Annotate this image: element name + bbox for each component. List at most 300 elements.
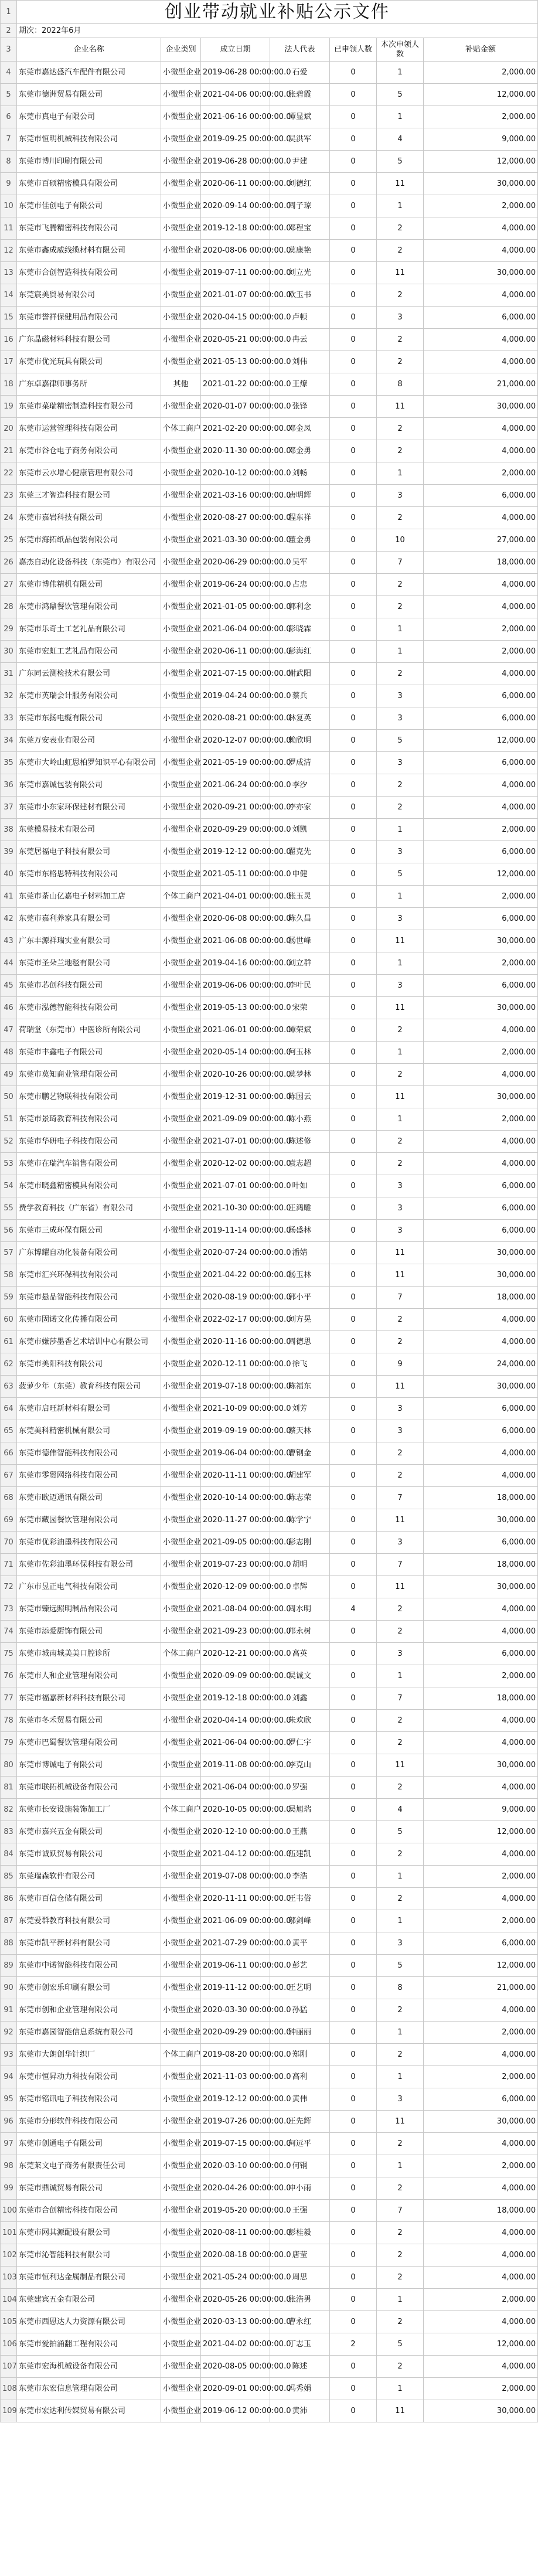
company-name: 东莞市臻远照明制品有限公司 [17, 1598, 161, 1621]
legal-representative: 邬剑峰 [270, 1910, 330, 1932]
table-row [1, 1955, 538, 1977]
table-row [1, 618, 538, 641]
subsidy-amount: 4,000.00 [424, 1019, 538, 1042]
company-name: 东莞市莫知商业管理有限公司 [17, 1064, 161, 1086]
legal-representative: 王燎 [270, 373, 330, 396]
previous-count: 0 [330, 2244, 377, 2267]
subsidy-amount: 30,000.00 [424, 997, 538, 1019]
company-type: 小微型企业 [161, 2222, 201, 2244]
company-name: 东莞市大朗创华针织厂 [17, 2044, 161, 2066]
current-count: 11 [377, 1754, 424, 1777]
legal-representative: 申健 [270, 863, 330, 886]
row-number: 87 [1, 1910, 17, 1932]
established-date: 2020-12-07 00:00:00.0 [201, 730, 270, 752]
company-name: 东莞市长安设施装饰加工厂 [17, 1799, 161, 1821]
company-type: 小微型企业 [161, 1376, 201, 1398]
previous-count: 0 [330, 62, 377, 84]
company-name: 嘉杰自动化设备科技（东莞市）有限公司 [17, 552, 161, 574]
previous-count: 0 [330, 106, 377, 128]
company-name: 东莞瑞森软件有限公司 [17, 1866, 161, 1888]
established-date: 2022-02-17 00:00:00.0 [201, 1309, 270, 1331]
current-count: 4 [377, 128, 424, 151]
current-count: 1 [377, 462, 424, 485]
company-type: 小微型企业 [161, 1331, 201, 1353]
subsidy-amount: 30,000.00 [424, 930, 538, 952]
legal-representative: 张锋 [270, 396, 330, 418]
subsidy-amount: 4,000.00 [424, 2311, 538, 2333]
established-date: 2020-03-30 00:00:00.0 [201, 1999, 270, 2022]
table-row [1, 1843, 538, 1866]
legal-representative: 王燕 [270, 1821, 330, 1843]
previous-count: 0 [330, 1821, 377, 1843]
table-row [1, 1197, 538, 1220]
row-number: 9 [1, 173, 17, 195]
company-name: 广东市昱正电气科技有限公司 [17, 1576, 161, 1598]
table-row [1, 2222, 538, 2244]
subsidy-amount: 18,000.00 [424, 1487, 538, 1509]
previous-count: 0 [330, 2378, 377, 2400]
company-type: 小微型企业 [161, 1732, 201, 1754]
current-count: 3 [377, 975, 424, 997]
company-type: 小微型企业 [161, 774, 201, 797]
table-row [1, 1264, 538, 1287]
previous-count: 0 [330, 1955, 377, 1977]
table-row [1, 284, 538, 307]
company-name: 东莞市恒昇动力科技有限公司 [17, 2066, 161, 2088]
previous-count: 0 [330, 1287, 377, 1309]
table-row [1, 1598, 538, 1621]
legal-representative: 董金勇 [270, 529, 330, 552]
previous-count: 0 [330, 2222, 377, 2244]
table-row [1, 2177, 538, 2200]
established-date: 2019-06-06 00:00:00.0 [201, 975, 270, 997]
established-date: 2020-11-27 00:00:00.0 [201, 1509, 270, 1532]
legal-representative: 杨玉林 [270, 1264, 330, 1287]
row-number: 36 [1, 774, 17, 797]
row-number: 95 [1, 2088, 17, 2111]
current-count: 5 [377, 1821, 424, 1843]
company-name: 东莞市网其源配设有限公司 [17, 2222, 161, 2244]
row-number: 106 [1, 2333, 17, 2356]
legal-representative: 袁志超 [270, 1153, 330, 1175]
company-type: 小微型企业 [161, 574, 201, 596]
legal-representative: 陈学宁 [270, 1509, 330, 1532]
table-row [1, 2267, 538, 2289]
company-type: 个体工商户 [161, 2044, 201, 2066]
current-count: 2 [377, 329, 424, 351]
legal-representative: 李亦家 [270, 797, 330, 819]
current-count: 1 [377, 106, 424, 128]
established-date: 2020-11-11 00:00:00.0 [201, 1465, 270, 1487]
subsidy-amount: 18,000.00 [424, 2200, 538, 2222]
current-count: 3 [377, 908, 424, 930]
established-date: 2019-06-28 00:00:00.0 [201, 62, 270, 84]
current-count: 2 [377, 1598, 424, 1621]
established-date: 2020-09-09 00:00:00.0 [201, 1665, 270, 1687]
established-date: 2021-07-01 00:00:00.0 [201, 1131, 270, 1153]
previous-count: 0 [330, 2111, 377, 2133]
legal-representative: 丁志玉 [270, 2333, 330, 2356]
row-number: 79 [1, 1732, 17, 1754]
current-count: 1 [377, 1910, 424, 1932]
company-type: 小微型企业 [161, 1821, 201, 1843]
table-row [1, 195, 538, 217]
current-count: 2 [377, 2244, 424, 2267]
legal-representative: 王强 [270, 2200, 330, 2222]
company-name: 东莞市嘉兴五金有限公司 [17, 1821, 161, 1843]
legal-representative: 黄平 [270, 1932, 330, 1955]
table-row [1, 1687, 538, 1710]
company-name: 东莞市沁智能科技有限公司 [17, 2244, 161, 2267]
company-name: 东莞市嘉达盛汽车配件有限公司 [17, 62, 161, 84]
table-row [1, 1621, 538, 1643]
row-number: 71 [1, 1554, 17, 1576]
table-row [1, 2133, 538, 2155]
company-name: 东莞市飞腾精密科技有限公司 [17, 217, 161, 240]
legal-representative: 彭海红 [270, 641, 330, 663]
company-type: 小微型企业 [161, 329, 201, 351]
subsidy-amount: 2,000.00 [424, 195, 538, 217]
company-type: 小微型企业 [161, 84, 201, 106]
table-row [1, 1064, 538, 1086]
legal-representative: 周子琼 [270, 195, 330, 217]
previous-count: 2 [330, 2333, 377, 2356]
table-row [1, 707, 538, 730]
legal-representative: 曹钢金 [270, 1442, 330, 1465]
established-date: 2019-11-12 00:00:00.0 [201, 1977, 270, 1999]
established-date: 2020-09-01 00:00:00.0 [201, 2378, 270, 2400]
subsidy-amount: 4,000.00 [424, 774, 538, 797]
previous-count: 0 [330, 1264, 377, 1287]
current-count: 2 [377, 797, 424, 819]
subsidy-amount: 4,000.00 [424, 1621, 538, 1643]
established-date: 2019-05-20 00:00:00.0 [201, 2200, 270, 2222]
legal-representative: 邓金凤 [270, 418, 330, 440]
subsidy-amount: 6,000.00 [424, 908, 538, 930]
row-number: 37 [1, 797, 17, 819]
company-name: 东莞市鼎诚贸易有限公司 [17, 2177, 161, 2200]
legal-representative: 胡明 [270, 1554, 330, 1576]
subsidy-amount: 2,000.00 [424, 618, 538, 641]
company-type: 小微型企业 [161, 1175, 201, 1197]
table-row [1, 1509, 538, 1532]
established-date: 2021-09-23 00:00:00.0 [201, 1621, 270, 1643]
company-name: 东莞市东宏信息管理有限公司 [17, 2378, 161, 2400]
subsidy-amount: 30,000.00 [424, 1754, 538, 1777]
row-number: 31 [1, 663, 17, 685]
company-name: 东莞市嘉诚包装有限公司 [17, 774, 161, 797]
established-date: 2019-09-25 00:00:00.0 [201, 128, 270, 151]
subsidy-amount: 30,000.00 [424, 2400, 538, 2422]
legal-representative: 尹建 [270, 151, 330, 173]
established-date: 2020-12-09 00:00:00.0 [201, 1576, 270, 1598]
row-number: 32 [1, 685, 17, 707]
current-count: 1 [377, 1108, 424, 1131]
company-name: 东莞市凯平新材料有限公司 [17, 1932, 161, 1955]
subsidy-amount: 4,000.00 [424, 1843, 538, 1866]
previous-count: 0 [330, 195, 377, 217]
current-count: 9 [377, 1353, 424, 1376]
company-type: 小微型企业 [161, 1131, 201, 1153]
table-row [1, 1754, 538, 1777]
legal-representative: 刘伟 [270, 351, 330, 373]
established-date: 2019-07-08 00:00:00.0 [201, 1866, 270, 1888]
company-name: 东莞市菜瑞精密制造科技有限公司 [17, 396, 161, 418]
table-row [1, 1732, 538, 1754]
previous-count: 0 [330, 707, 377, 730]
subsidy-amount: 2,000.00 [424, 106, 538, 128]
established-date: 2021-06-08 00:00:00.0 [201, 930, 270, 952]
previous-count: 0 [330, 151, 377, 173]
company-type: 小微型企业 [161, 1910, 201, 1932]
established-date: 2019-09-19 00:00:00.0 [201, 1420, 270, 1442]
legal-representative: 占忠 [270, 574, 330, 596]
current-count: 3 [377, 685, 424, 707]
established-date: 2020-06-08 00:00:00.0 [201, 908, 270, 930]
established-date: 2020-10-05 00:00:00.0 [201, 1799, 270, 1821]
company-type: 小微型企业 [161, 908, 201, 930]
company-name: 菠萝少年（东莞）教育科技有限公司 [17, 1376, 161, 1398]
company-type: 小微型企业 [161, 863, 201, 886]
current-count: 1 [377, 2066, 424, 2088]
row-number: 93 [1, 2044, 17, 2066]
table-row [1, 1175, 538, 1197]
current-count: 2 [377, 2267, 424, 2289]
company-name: 东莞市启旺新材料有限公司 [17, 1398, 161, 1420]
subsidy-amount: 12,000.00 [424, 2333, 538, 2356]
table-row [1, 1131, 538, 1153]
established-date: 2021-08-04 00:00:00.0 [201, 1598, 270, 1621]
table-row [1, 2244, 538, 2267]
established-date: 2020-05-26 00:00:00.0 [201, 2289, 270, 2311]
legal-representative: 王艺明 [270, 1977, 330, 1999]
current-count: 1 [377, 886, 424, 908]
row-number: 65 [1, 1420, 17, 1442]
established-date: 2020-09-29 00:00:00.0 [201, 2022, 270, 2044]
row-number: 74 [1, 1621, 17, 1643]
legal-representative: 刘方晃 [270, 1309, 330, 1331]
company-name: 东莞市海拓纸品包装有限公司 [17, 529, 161, 552]
previous-count: 0 [330, 1554, 377, 1576]
table-row [1, 1932, 538, 1955]
established-date: 2020-08-19 00:00:00.0 [201, 1287, 270, 1309]
company-name: 东莞市零贸网络科技有限公司 [17, 1465, 161, 1487]
legal-representative: 李汐 [270, 774, 330, 797]
subsidy-amount: 4,000.00 [424, 507, 538, 529]
company-name: 东莞市宏达利传媒贸易有限公司 [17, 2400, 161, 2422]
current-count: 2 [377, 507, 424, 529]
established-date: 2019-06-11 00:00:00.0 [201, 1955, 270, 1977]
row-number: 75 [1, 1643, 17, 1665]
subsidy-amount: 2,000.00 [424, 2289, 538, 2311]
company-name: 东莞市固诺文化传播有限公司 [17, 1309, 161, 1331]
current-count: 3 [377, 707, 424, 730]
subsidy-amount: 24,000.00 [424, 1353, 538, 1376]
previous-count: 0 [330, 1754, 377, 1777]
subsidy-amount: 4,000.00 [424, 1153, 538, 1175]
legal-representative: 刘凯 [270, 819, 330, 841]
legal-representative: 吴诚文 [270, 1665, 330, 1687]
legal-representative: 潘婧 [270, 1242, 330, 1264]
previous-count: 0 [330, 2088, 377, 2111]
company-name: 东莞市合创智造科技有限公司 [17, 262, 161, 284]
company-name: 东莞市西恩达人力资源有限公司 [17, 2311, 161, 2333]
current-count: 1 [377, 2155, 424, 2177]
company-type: 小微型企业 [161, 730, 201, 752]
company-type: 小微型企业 [161, 1576, 201, 1598]
row-number: 48 [1, 1042, 17, 1064]
subsidy-amount: 4,000.00 [424, 1442, 538, 1465]
previous-count: 0 [330, 128, 377, 151]
legal-representative: 刘鑫 [270, 1687, 330, 1710]
company-name: 东莞市优光玩具有限公司 [17, 351, 161, 373]
legal-representative: 郭利念 [270, 596, 330, 618]
previous-count: 0 [330, 596, 377, 618]
previous-count: 0 [330, 373, 377, 396]
company-name: 东莞市芯创科技有限公司 [17, 975, 161, 997]
company-name: 东莞市人和企业管理有限公司 [17, 1665, 161, 1687]
company-type: 小微型企业 [161, 284, 201, 307]
legal-representative: 刘畅 [270, 462, 330, 485]
company-name: 广东同云测检技术有限公司 [17, 663, 161, 685]
company-type: 小微型企业 [161, 1999, 201, 2022]
previous-count: 0 [330, 1532, 377, 1554]
subsidy-amount: 4,000.00 [424, 1131, 538, 1153]
table-row [1, 2378, 538, 2400]
row-number: 103 [1, 2267, 17, 2289]
row-number: 8 [1, 151, 17, 173]
previous-count: 0 [330, 1665, 377, 1687]
company-name: 东莞市华研电子科技有限公司 [17, 1131, 161, 1153]
current-count: 1 [377, 2378, 424, 2400]
established-date: 2020-04-14 00:00:00.0 [201, 1710, 270, 1732]
subsidy-amount: 4,000.00 [424, 1465, 538, 1487]
established-date: 2021-06-01 00:00:00.0 [201, 1019, 270, 1042]
established-date: 2020-11-16 00:00:00.0 [201, 1331, 270, 1353]
table-row [1, 1086, 538, 1108]
legal-representative: 蔡天林 [270, 1420, 330, 1442]
subsidy-amount: 2,000.00 [424, 2378, 538, 2400]
previous-count: 0 [330, 1042, 377, 1064]
subsidy-amount: 6,000.00 [424, 307, 538, 329]
current-count: 2 [377, 1465, 424, 1487]
row-number: 51 [1, 1108, 17, 1131]
row-number: 11 [1, 217, 17, 240]
subsidy-amount: 12,000.00 [424, 730, 538, 752]
subsidy-amount: 2,000.00 [424, 2066, 538, 2088]
established-date: 2019-12-18 00:00:00.0 [201, 217, 270, 240]
table-row [1, 1287, 538, 1309]
table-row [1, 240, 538, 262]
subsidy-amount: 2,000.00 [424, 819, 538, 841]
previous-count: 0 [330, 440, 377, 462]
table-row [1, 262, 538, 284]
established-date: 2020-04-15 00:00:00.0 [201, 307, 270, 329]
legal-representative: 刘立光 [270, 262, 330, 284]
table-row [1, 997, 538, 1019]
company-name: 东莞市博川印刷有限公司 [17, 151, 161, 173]
company-type: 小微型企业 [161, 1977, 201, 1999]
current-count: 1 [377, 1665, 424, 1687]
established-date: 2020-08-06 00:00:00.0 [201, 240, 270, 262]
subsidy-amount: 4,000.00 [424, 351, 538, 373]
company-name: 东莞市巴蜀餐饮管理有限公司 [17, 1732, 161, 1754]
row-number: 44 [1, 952, 17, 975]
table-row [1, 2333, 538, 2356]
legal-representative: 莫梦林 [270, 1064, 330, 1086]
row-number: 55 [1, 1197, 17, 1220]
table-row [1, 1777, 538, 1799]
row-number: 23 [1, 485, 17, 507]
legal-representative: 石爱 [270, 62, 330, 84]
current-count: 11 [377, 1086, 424, 1108]
previous-count: 0 [330, 217, 377, 240]
current-count: 2 [377, 1888, 424, 1910]
legal-representative: 王先辉 [270, 2111, 330, 2133]
legal-representative: 邝永树 [270, 1621, 330, 1643]
legal-representative: 高利 [270, 2066, 330, 2088]
legal-representative: 吴军 [270, 552, 330, 574]
company-type: 小微型企业 [161, 1264, 201, 1287]
subsidy-amount: 6,000.00 [424, 1532, 538, 1554]
row-number: 13 [1, 262, 17, 284]
established-date: 2019-06-12 00:00:00.0 [201, 2400, 270, 2422]
row-number: 90 [1, 1977, 17, 1999]
subsidy-amount: 18,000.00 [424, 1687, 538, 1710]
company-type: 小微型企业 [161, 1665, 201, 1687]
company-type: 小微型企业 [161, 1777, 201, 1799]
current-count: 3 [377, 1175, 424, 1197]
company-name: 东莞市景琦教育科技有限公司 [17, 1108, 161, 1131]
current-count: 2 [377, 217, 424, 240]
established-date: 2019-07-18 00:00:00.0 [201, 1376, 270, 1398]
row-number: 4 [1, 62, 17, 84]
subsidy-amount: 4,000.00 [424, 797, 538, 819]
established-date: 2020-05-14 00:00:00.0 [201, 1042, 270, 1064]
row-number: 25 [1, 529, 17, 552]
previous-count: 0 [330, 396, 377, 418]
company-name: 广东晶磁材料科技有限公司 [17, 329, 161, 351]
legal-representative: 邓金勇 [270, 440, 330, 462]
established-date: 2020-08-11 00:00:00.0 [201, 2222, 270, 2244]
company-name: 东莞市创宏乐印刷有限公司 [17, 1977, 161, 1999]
company-type: 小微型企业 [161, 173, 201, 195]
legal-representative: 何钢 [270, 2155, 330, 2177]
row-number: 42 [1, 908, 17, 930]
col-header-date: 成立日期 [201, 38, 270, 62]
current-count: 2 [377, 440, 424, 462]
table-row [1, 1019, 538, 1042]
company-type: 小微型企业 [161, 1042, 201, 1064]
row-number: 107 [1, 2356, 17, 2378]
established-date: 2020-12-11 00:00:00.0 [201, 1353, 270, 1376]
previous-count: 0 [330, 1866, 377, 1888]
current-count: 2 [377, 2222, 424, 2244]
previous-count: 0 [330, 485, 377, 507]
established-date: 2021-06-04 00:00:00.0 [201, 618, 270, 641]
subsidy-amount: 4,000.00 [424, 284, 538, 307]
current-count: 11 [377, 262, 424, 284]
current-count: 11 [377, 2400, 424, 2422]
company-name: 东莞莱文电子商务有限责任公司 [17, 2155, 161, 2177]
col-header-company: 企业名称 [17, 38, 161, 62]
company-type: 小微型企业 [161, 1287, 201, 1309]
legal-representative: 何玉林 [270, 1042, 330, 1064]
previous-count: 0 [330, 2289, 377, 2311]
table-row [1, 730, 538, 752]
company-type: 小微型企业 [161, 841, 201, 863]
legal-representative: 翟克先 [270, 841, 330, 863]
